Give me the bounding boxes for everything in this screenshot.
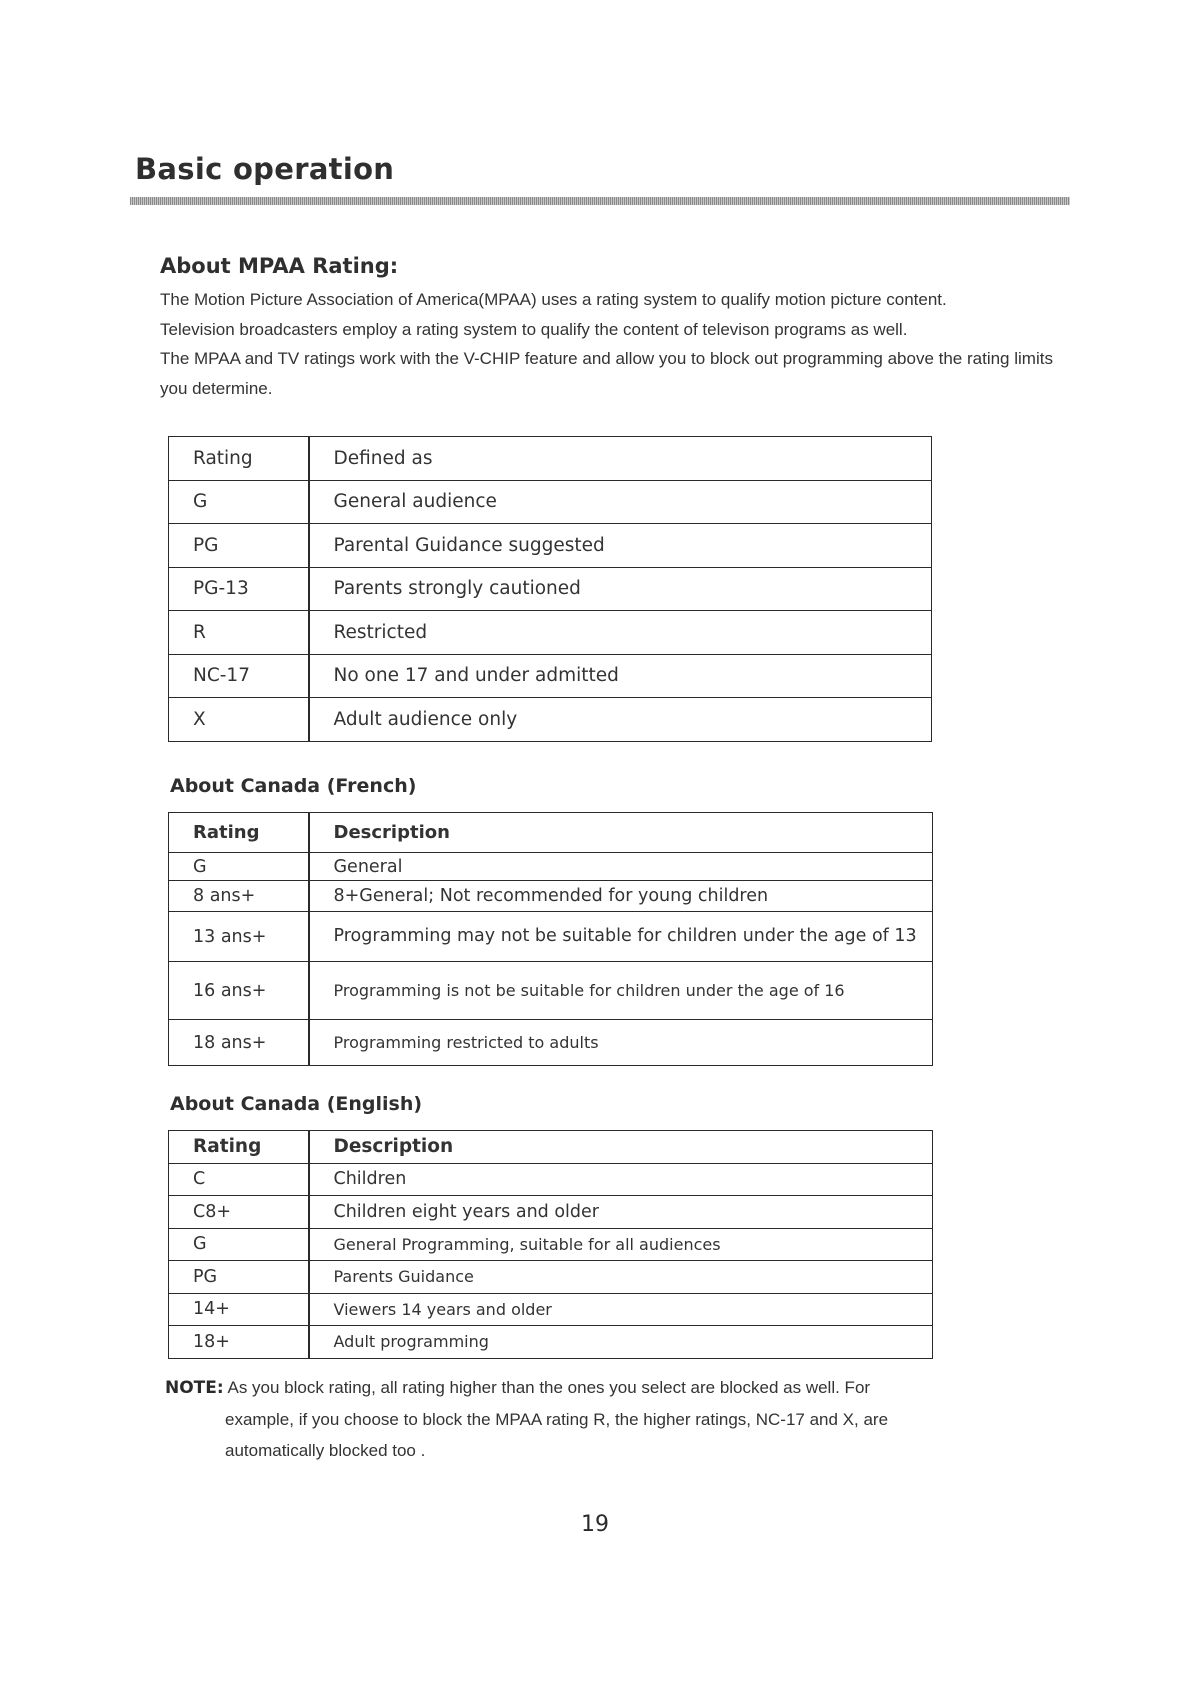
header-rating: Rating (169, 813, 309, 853)
rating-cell: 8 ans+ (169, 881, 309, 912)
description-cell: Children (309, 1163, 933, 1196)
rating-cell: G (169, 480, 309, 524)
table-row (169, 1020, 933, 1066)
table-row (169, 611, 932, 655)
note-label: NOTE: (165, 1378, 224, 1398)
table-row (169, 698, 932, 742)
rating-cell: PG (169, 524, 309, 568)
table-row (169, 1261, 933, 1294)
table-row (169, 912, 933, 962)
rating-cell: NC-17 (169, 654, 309, 698)
rating-cell: C8+ (169, 1196, 309, 1229)
table-row (169, 1293, 933, 1326)
rating-cell: PG (169, 1261, 309, 1294)
note-text: automatically blocked too . (225, 1441, 426, 1460)
canada-english-heading: About Canada (English) (170, 1093, 423, 1115)
table-header-row (169, 1131, 933, 1164)
intro-paragraph: The MPAA and TV ratings work with the V-CHIP feature and allow you to block out programming above the rating limits you determine. (160, 349, 1053, 398)
description-cell: Adult programming (309, 1326, 933, 1359)
table-row (169, 567, 932, 611)
definition-cell: Parents strongly cautioned (309, 567, 932, 611)
table-row (169, 1196, 933, 1229)
description-cell: 8+General; Not recommended for young children (309, 881, 933, 912)
rating-cell: 18+ (169, 1326, 309, 1359)
table-row (169, 480, 932, 524)
header-rating: Rating (169, 437, 309, 481)
note-text: As you block rating, all rating higher than the ones you select are blocked as well. For (227, 1378, 871, 1397)
table-row (169, 524, 932, 568)
header-rating: Rating (169, 1131, 309, 1164)
intro-paragraph: The Motion Picture Association of America(MPAA) uses a rating system to qualify motion picture content. (160, 290, 947, 309)
canada-english-table (168, 1130, 933, 1359)
table-row (169, 1163, 933, 1196)
description-cell: General (309, 853, 933, 881)
mpaa-rating-table (168, 436, 932, 742)
mpaa-heading: About MPAA Rating: (160, 254, 399, 278)
table-row (169, 1228, 933, 1261)
table-header-row (169, 437, 932, 481)
rating-cell: C (169, 1163, 309, 1196)
title-underline (130, 197, 1070, 205)
description-cell: Parents Guidance (309, 1261, 933, 1294)
description-cell: Programming is not be suitable for children under the age of 16 (309, 962, 933, 1020)
canada-french-table (168, 812, 933, 1066)
definition-cell: Restricted (309, 611, 932, 655)
rating-cell: 18 ans+ (169, 1020, 309, 1066)
rating-cell: PG-13 (169, 567, 309, 611)
note-text: example, if you choose to block the MPAA rating R, the higher ratings, NC-17 and X, are (225, 1410, 889, 1429)
intro-paragraph: Television broadcasters employ a rating system to qualify the content of televison programs as well. (160, 319, 908, 339)
table-row (169, 853, 933, 881)
rating-cell: R (169, 611, 309, 655)
canada-french-heading: About Canada (French) (170, 775, 417, 797)
description-cell: Viewers 14 years and older (309, 1293, 933, 1326)
table-row (169, 881, 933, 912)
definition-cell: Adult audience only (309, 698, 932, 742)
rating-cell: 14+ (169, 1293, 309, 1326)
table-header-row (169, 813, 933, 853)
table-row (169, 1326, 933, 1359)
rating-cell: 13 ans+ (169, 912, 309, 962)
description-cell: Programming may not be suitable for children under the age of 13 (309, 912, 933, 962)
header-description: Description (309, 813, 933, 853)
note (165, 1372, 985, 1466)
rating-cell: G (169, 1228, 309, 1261)
definition-cell: General audience (309, 480, 932, 524)
page-title: Basic operation (135, 152, 395, 186)
description-cell: Children eight years and older (309, 1196, 933, 1229)
page-number: 19 (581, 1512, 609, 1537)
header-description: Description (309, 1131, 933, 1164)
description-cell: General Programming, suitable for all audiences (309, 1228, 933, 1261)
rating-cell: 16 ans+ (169, 962, 309, 1020)
mpaa-intro (160, 285, 1080, 403)
definition-cell: No one 17 and under admitted (309, 654, 932, 698)
header-defined-as: Defined as (309, 437, 932, 481)
definition-cell: Parental Guidance suggested (309, 524, 932, 568)
table-row (169, 654, 932, 698)
rating-cell: X (169, 698, 309, 742)
table-row (169, 962, 933, 1020)
description-cell: Programming restricted to adults (309, 1020, 933, 1066)
rating-cell: G (169, 853, 309, 881)
